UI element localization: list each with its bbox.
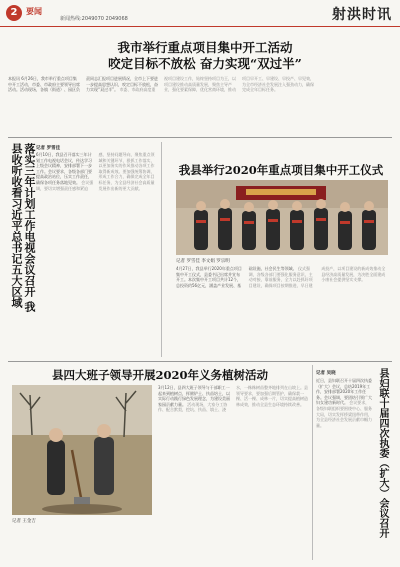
column-divider (312, 365, 313, 560)
bottom-article-byline: 记者 王金吉 (12, 519, 36, 524)
right-article-body: 近日，县妇联召开十届四次执委（扩大）会议，总结2019年工作，安排部署2020年工作任务。会议强调，要团结引领广大妇女建功新时代。 会议要求，各级妇联组织要围绕中心、服务大局，切实发挥桥梁纽带作用，为全县经济社会发展贡献巾帼力量。 (316, 378, 372, 428)
left-article-body: 6月10日，我县召开落实三年计划工作电视电话会议，传达学习上级会议精神，安排部署下一步工作。会议要求，各级各部门要提高政治站位，压实工作责任，确保各项任务落地见效。 会议强调，要切实增强责任感和紧迫感，坚持问题导向，聚焦重点领域和关键环节，狠抓工作落实，以更加务实的作风推动各项工作取得新成效。要加强统筹协调，形成工作合力，确保完成全年目标任务，为全县经济社会高质量发展作出新的更大贡献。 (36, 152, 155, 191)
page-number: 2 (6, 5, 22, 21)
middle-article-headline: 我县举行2020年重点项目集中开工仪式 (178, 163, 384, 177)
column-divider (161, 142, 162, 357)
page-header (0, 0, 400, 27)
left-article-headline: 落实三年计划工作电视会议召开 我县收听收看习近平总书记五大区域 (10, 143, 36, 312)
bottom-article-body: 3月12日，县四大班子领导与干部职工一起来到植树点，挥锹铲土、扶苗培土，以实际行动践行绿色发展理念，为建设美丽家园贡献力量。 活动现场，大家分工协作、配合默契，挖坑、扶苗、填土、浇水，一株株树苗整齐地排列在山坡上。县领导要求，要加强后期管护，确保栽一棵、活一棵、成林一片，切实提高植树造林成效，推动全县生态环境持续改善。 (158, 385, 308, 413)
divider (8, 137, 392, 138)
lead-headline-line2: 咬定目标不放松 奋力实现“双过半” (108, 56, 302, 71)
bottom-article-headline: 县四大班子领导开展2020年义务植树活动 (51, 368, 268, 382)
lead-headline-line1: 我市举行重点项目集中开工活动 (117, 40, 293, 55)
editor-info: 新闻热线:2049070 2049068 (60, 16, 128, 22)
right-article-headline: 县妇联十届四次执委（扩大）会议召开 (377, 368, 388, 538)
middle-article-body: 4月27日，我县举行2020年重点项目集中开工仪式，县委书记出席并宣布开工。本次集中开工项目共计12个，总投资约56亿元，涵盖产业发展、基础设施、社会民生等领域。 仪式强调，各级各部门要强化服务意识，主动对接、靠前服务，全力以赴抓好项目建设，确保项目按期推进、早日建成投产，以项目建设的新成效推动全县经济高质量发展，为决胜全面建成小康社会提供坚实支撑。 (176, 266, 386, 288)
lead-headline (60, 40, 350, 72)
right-article-byline: 记者 吴晓 (316, 371, 336, 376)
left-article-byline: 记者 罗雪佳 (36, 146, 61, 151)
groundbreaking-photo (176, 180, 388, 255)
middle-article-byline: 记者 罗雪佳 李文娟 罗宗明 (176, 259, 230, 264)
section-title: 要闻 (26, 7, 42, 16)
tree-planting-photo (12, 385, 152, 515)
divider (8, 361, 392, 362)
masthead: 射洪时讯 (332, 7, 392, 23)
lead-article-body: 本报讯 6月26日，我市举行重点项目集中开工活动，市委、市政府主要领导出席活动。活动现场，各镇（街道）、园区负责同志汇报项目进展情况，全市上下要进一步提高思想认识，咬定目标不放松，奋力实现“双过半”。 市委、市政府高度重视项目建设工作，始终坚持项目为王，以项目建设推动高质量发展，聚焦主导产业，强化要素保障，优化营商环境，推动项目早开工、早建设、早投产、早见效，为全市经济社会发展注入强劲动力，确保完成全年目标任务。 (8, 76, 314, 93)
